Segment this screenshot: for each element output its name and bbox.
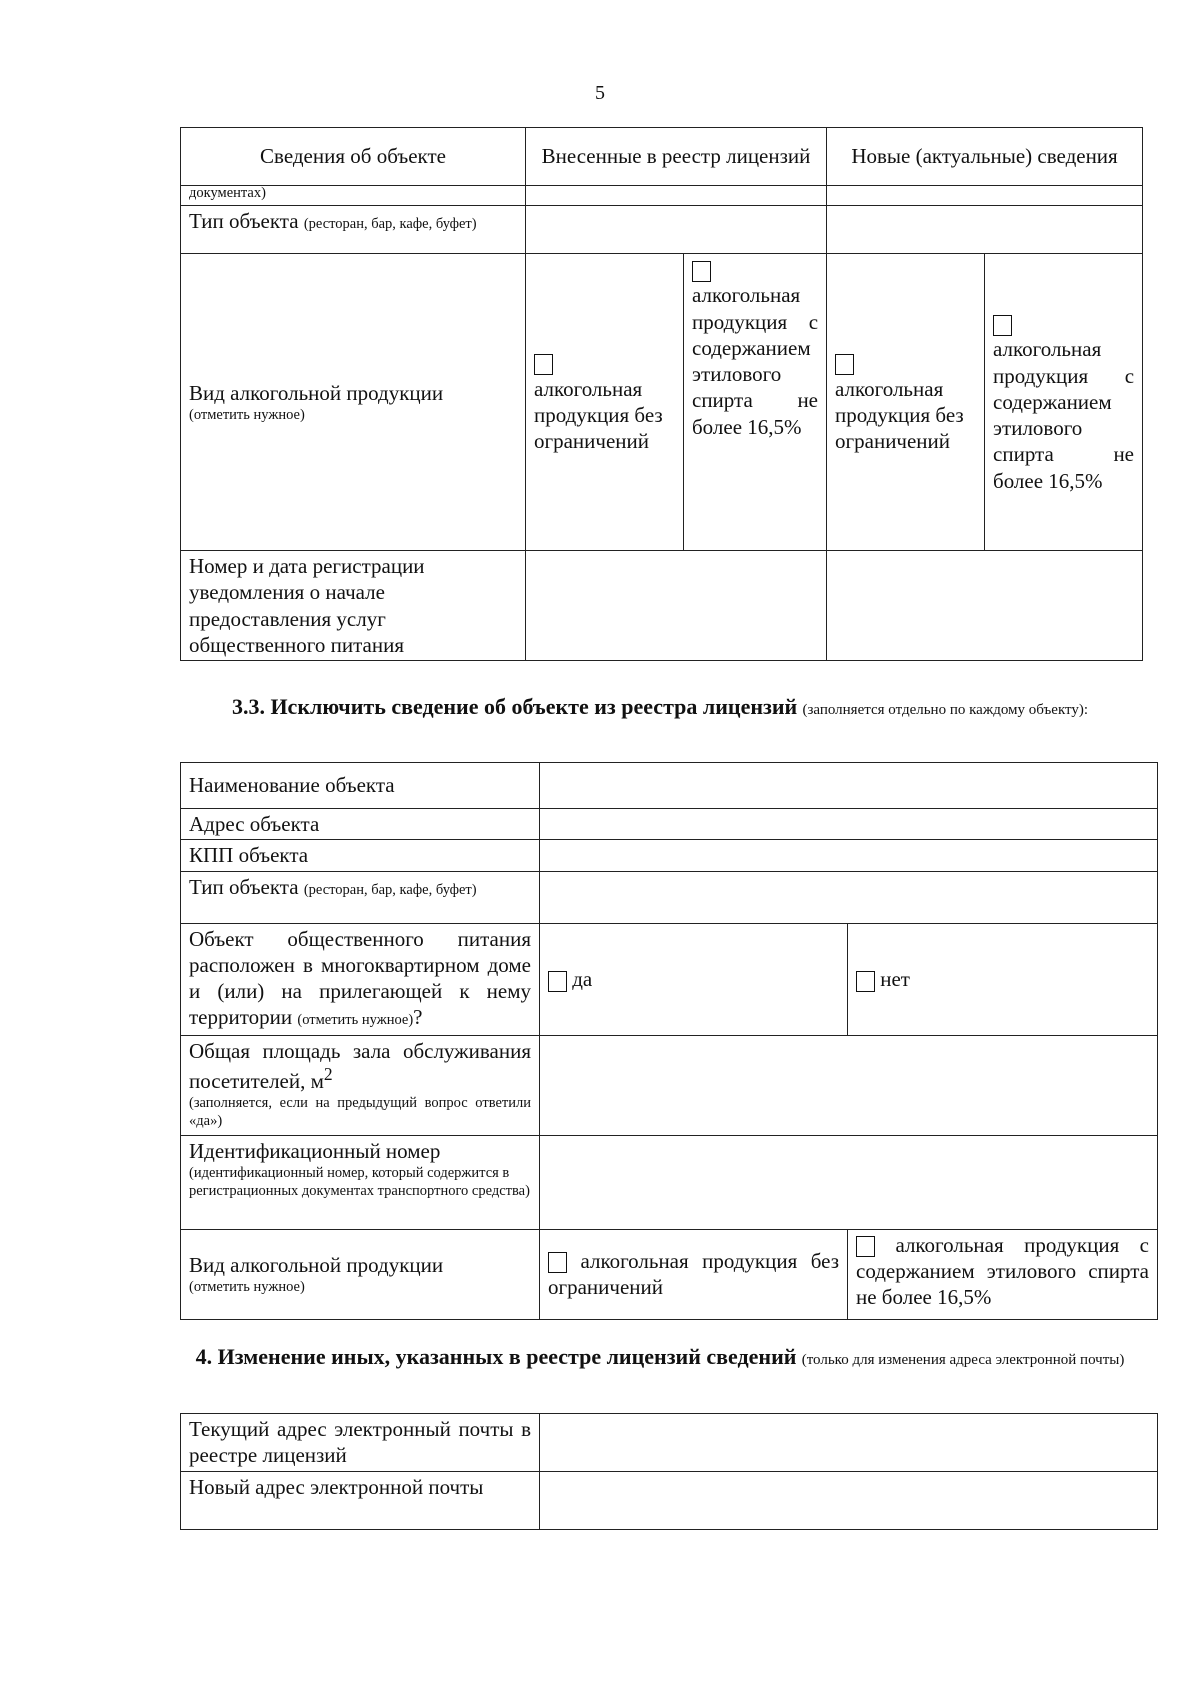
object-name-cell[interactable]: [540, 763, 1158, 809]
docs-new-cell[interactable]: [827, 186, 1143, 206]
checkbox[interactable]: [993, 315, 1012, 336]
header-new: Новые (актуальные) сведения: [827, 128, 1143, 186]
header-registered: Внесенные в реестр лицензий: [526, 128, 827, 186]
object-type2-cell[interactable]: [540, 871, 1158, 923]
object-kpp-cell[interactable]: [540, 840, 1158, 871]
location-no-option[interactable]: нет: [848, 923, 1158, 1035]
new-email-cell[interactable]: [540, 1471, 1158, 1529]
exclude-object-table: [180, 762, 1158, 1320]
new-email-label: Новый адрес электронной почты: [181, 1471, 540, 1529]
current-email-label: Текущий адрес электронный почты в реестре лицензий: [181, 1414, 540, 1472]
hall-area-cell[interactable]: [540, 1035, 1158, 1135]
hall-area-label: Общая площадь зала обслуживания посетителей, $м^2$ (заполняется, если на предыдущий вопрос ответили «да»): [181, 1035, 540, 1135]
docs-continuation: документах): [181, 186, 526, 206]
email-change-table: [180, 1413, 1158, 1530]
reg-unrestricted-option[interactable]: алкогольная продукция без ограничений: [526, 254, 684, 551]
notice-registered-cell[interactable]: [526, 551, 827, 661]
object-type-new-cell[interactable]: [827, 206, 1143, 254]
object-name-label: Наименование объекта: [181, 763, 540, 809]
identification-number-label: Идентификационный номер (идентификационный номер, который содержится в регистрационных документах транспортного средства): [181, 1135, 540, 1229]
checkbox[interactable]: [548, 971, 567, 992]
object-address-cell[interactable]: [540, 809, 1158, 840]
docs-registered-cell[interactable]: [526, 186, 827, 206]
location-question: Объект общественного питания расположен в многоквартирном доме и (или) на прилегающей к нему территории (отметить нужное)?: [181, 923, 540, 1035]
object-kpp-label: КПП объекта: [181, 840, 540, 871]
header-object-info: Сведения об объекте: [181, 128, 526, 186]
alcohol-type-label: Вид алкогольной продукции (отметить нужное): [181, 254, 526, 551]
section-3-3-heading: 3.3. Исключить сведение об объекте из реестра лицензий (заполняется отдельно по каждому объекту):: [231, 694, 1089, 719]
notice-new-cell[interactable]: [827, 551, 1143, 661]
checkbox[interactable]: [534, 354, 553, 375]
object-type-label: Тип объекта (ресторан, бар, кафе, буфет): [181, 206, 526, 254]
checkbox[interactable]: [548, 1252, 567, 1273]
checkbox[interactable]: [692, 261, 711, 282]
page-number: 5: [595, 82, 605, 104]
exclude-unrestricted-option[interactable]: алкогольная продукция без ограничений: [540, 1229, 848, 1319]
reg-restricted-option[interactable]: алкогольная продукция с содержанием этилового спирта не более 16,5%: [684, 254, 827, 551]
checkbox[interactable]: [856, 971, 875, 992]
new-restricted-option[interactable]: алкогольная продукция с содержанием этилового спирта не более 16,5%: [985, 254, 1143, 551]
object-type-registered-cell[interactable]: [526, 206, 827, 254]
exclude-restricted-option[interactable]: алкогольная продукция с содержанием этилового спирта не более 16,5%: [848, 1229, 1158, 1319]
current-email-cell[interactable]: [540, 1414, 1158, 1472]
notice-registration-label: Номер и дата регистрации уведомления о начале предоставления услуг общественного питания: [181, 551, 526, 661]
alcohol-type2-label: Вид алкогольной продукции (отметить нужное): [181, 1229, 540, 1319]
object-address-label: Адрес объекта: [181, 809, 540, 840]
object-type2-label: Тип объекта (ресторан, бар, кафе, буфет): [181, 871, 540, 923]
new-unrestricted-option[interactable]: алкогольная продукция без ограничений: [827, 254, 985, 551]
checkbox[interactable]: [856, 1236, 875, 1257]
section-4-heading: 4. Изменение иных, указанных в реестре лицензий сведений (только для изменения адреса электронной почты): [195, 1344, 1125, 1369]
identification-number-cell[interactable]: [540, 1135, 1158, 1229]
checkbox[interactable]: [835, 354, 854, 375]
object-info-table: [180, 127, 1143, 661]
location-yes-option[interactable]: да: [540, 923, 848, 1035]
